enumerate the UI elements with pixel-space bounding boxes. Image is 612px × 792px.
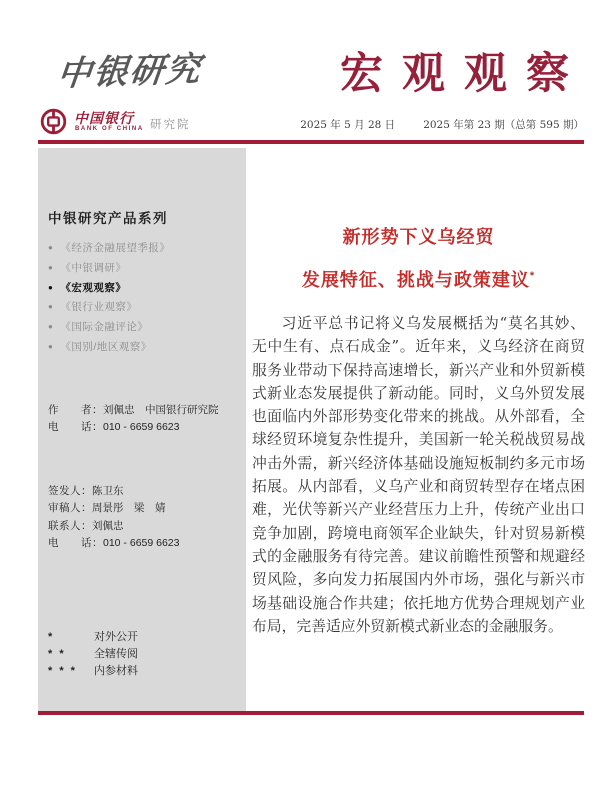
report-title	[252, 218, 585, 300]
author-block	[48, 402, 238, 437]
staff-block	[48, 483, 238, 553]
masthead-calligraphy: 中银研究	[55, 49, 205, 95]
report-title-line1: 新形势下义乌经贸	[342, 227, 495, 247]
legend-row	[48, 663, 238, 680]
series-list	[48, 239, 238, 358]
phone-value: 010 - 6659 6623	[103, 421, 180, 434]
publication-date: 2025 年 5 月 28 日	[300, 119, 396, 131]
series-item: ● 《银行业观察》	[48, 298, 238, 318]
issue-date-line	[300, 117, 584, 132]
title-footnote-marker: *	[529, 270, 536, 282]
series-item: ● 《中银调研》	[48, 259, 238, 279]
legend-label: 内参材料	[94, 664, 138, 677]
issue-number: 2025 年第 23 期（总第 595 期）	[423, 119, 584, 131]
legend-stars: * *	[48, 647, 66, 660]
classification-legend	[48, 629, 238, 680]
author-label: 作 者：	[48, 403, 103, 416]
sidebar	[38, 148, 246, 711]
legend-label: 对外公开	[94, 630, 138, 643]
phone-value: 010 - 6659 6623	[103, 537, 180, 550]
issuer-value: 陈卫东	[92, 484, 124, 497]
series-item: ● 《国际金融评论》	[48, 318, 238, 338]
author-value: 刘佩忠 中国银行研究院	[103, 403, 219, 416]
publication-title: 宏观观察	[340, 49, 588, 99]
abstract-paragraph: 习近平总书记将义乌发展概括为“莫名其妙、无中生有、点石成金”。近年来，义乌经济在商贸服务业带动下保持高速增长，新兴产业和外贸新模式新业态发展提供了新动能。同时，义乌外贸发展也面临内外部形势变化带来的挑战。从外部看，全球经贸环境复杂性提升，美国新一轮关税战贸易战冲击外需，新兴经济体基础设施短板制约多元市场拓展。从内部看，义乌产业和商贸转型存在堵点困难，光伏等新兴产业经营压力上升，传统产业出口竞争加剧，跨境电商领军企业缺失，针对贸易新模式的金融服务有待完善。建议前瞻性预警和规避经贸风险，多向发力拓展国内外市场，强化与新兴市场基础设施合作共建；依托地方优势合理规划产业布局，完善适应外贸新模式新业态的金融服务。	[252, 315, 585, 635]
reviewer-value: 周景彤 梁 婧	[92, 502, 166, 515]
series-title: 中银研究产品系列	[48, 211, 168, 226]
series-item: ● 《经济金融展望季报》	[48, 239, 238, 259]
phone-label: 电 话：	[48, 537, 103, 550]
phone-label: 电 话：	[48, 421, 103, 434]
logo-date-row	[38, 106, 584, 140]
bank-of-china-logo-icon	[40, 108, 67, 135]
main-content	[252, 218, 585, 653]
department-label: 研究院	[150, 119, 191, 131]
bank-name-chinese: 中国银行	[74, 111, 134, 127]
legend-stars: *	[48, 630, 55, 643]
bank-name-english: BANK OF CHINA	[75, 126, 144, 132]
phone-row	[48, 535, 238, 553]
contact-label: 联系人：	[48, 519, 92, 532]
series-item: ● 《国别/地区观察》	[48, 338, 238, 358]
legend-row	[48, 629, 238, 646]
author-row	[48, 402, 238, 420]
footer-rule	[38, 711, 584, 715]
issuer-label: 签发人：	[48, 484, 92, 497]
report-title-line2: 发展特征、挑战与政策建议*	[301, 270, 536, 290]
legend-row	[48, 646, 238, 663]
contact-value: 刘佩忠	[92, 519, 124, 532]
series-item-current: ● 《宏观观察》	[48, 279, 238, 299]
legend-label: 全辖传阅	[94, 647, 138, 660]
phone-row	[48, 419, 238, 437]
reviewer-label: 审稿人：	[48, 502, 92, 515]
legend-stars: * * *	[48, 664, 77, 677]
reviewer-row	[48, 500, 238, 518]
contact-row	[48, 518, 238, 536]
issuer-row	[48, 483, 238, 501]
header-rule	[38, 140, 584, 144]
